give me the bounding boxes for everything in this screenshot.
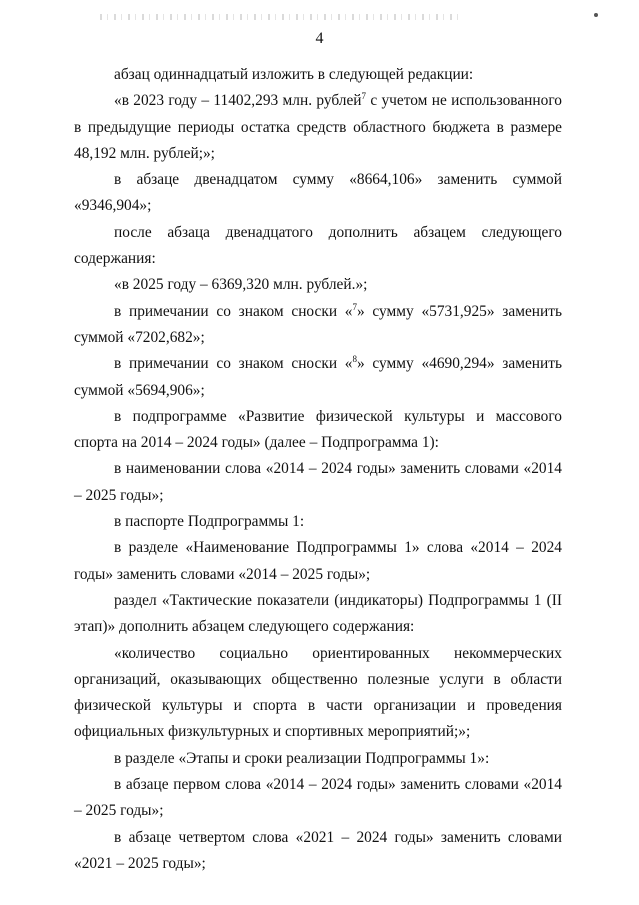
paragraph: абзац одиннадцатый изложить в следующей редакции: <box>114 66 474 83</box>
scan-artifact-line <box>100 14 460 20</box>
paragraph: в наименовании слова «2014 – 2024 годы» заменить словами «2014 – 2025 годы»; <box>74 460 562 504</box>
paragraph: в паспорте Подпрограммы 1: <box>114 513 305 531</box>
paragraph: в разделе «Наименование Подпрограммы 1» слова «2014 – 2024 годы» заменить словами «2014 – 2025 годы»; <box>74 539 562 583</box>
paragraph: в примечании со знаком сноски «$^8$» сумму «4690,294» заменить суммой «5694,906»; <box>74 354 562 399</box>
paragraph: в абзаце первом слова «2014 – 2024 годы» заменить словами «2014 – 2025 годы»; <box>74 776 562 820</box>
page-number: 4 <box>315 30 324 47</box>
paragraph: «в 2023 году – 11402,293 млн. рублей$^7$ с учетом не использованного в предыдущие периоды остатка средств областного бюджета в размере 48,192 млн. рублей;»; <box>74 91 562 162</box>
paragraph: раздел «Тактические показатели (индикаторы) Подпрограммы 1 (II этап)» дополнить абзацем следующего содержания: <box>74 591 562 636</box>
paragraph: в подпрограмме «Развитие физической культуры и массового спорта на 2014 – 2024 годы» (далее – Подпрограмма 1): <box>74 407 562 452</box>
paragraph: «количество социально ориентированных некоммерческих организаций, оказывающих общественно полезные услуги в области физической культуры и спорта в части организации и проведения официальных физкультурных и спортивных мероприятий;»; <box>74 644 562 741</box>
paragraph: после абзаца двенадцатого дополнить абзацем следующего содержания: <box>74 223 562 268</box>
paragraph: в абзаце четвертом слова «2021 – 2024 годы» заменить словами «2021 – 2025 годы»; <box>74 828 562 872</box>
paragraph: «в 2025 году – 6369,320 млн. рублей.»; <box>114 276 368 294</box>
footnote-mark: 8 <box>352 354 357 365</box>
footnote-mark: 7 <box>361 91 367 102</box>
paragraph: в абзаце двенадцатом сумму «8664,106» заменить суммой «9346,904»; <box>74 171 562 215</box>
scan-artifact-dot <box>594 13 598 17</box>
footnote-mark: 7 <box>352 301 357 312</box>
paragraph: в примечании со знаком сноски «$^7$» сумму «5731,925» заменить суммой «7202,682»; <box>74 301 562 346</box>
document-body <box>74 62 562 877</box>
paragraph: в разделе «Этапы и сроки реализации Подпрограммы 1»: <box>114 749 490 767</box>
